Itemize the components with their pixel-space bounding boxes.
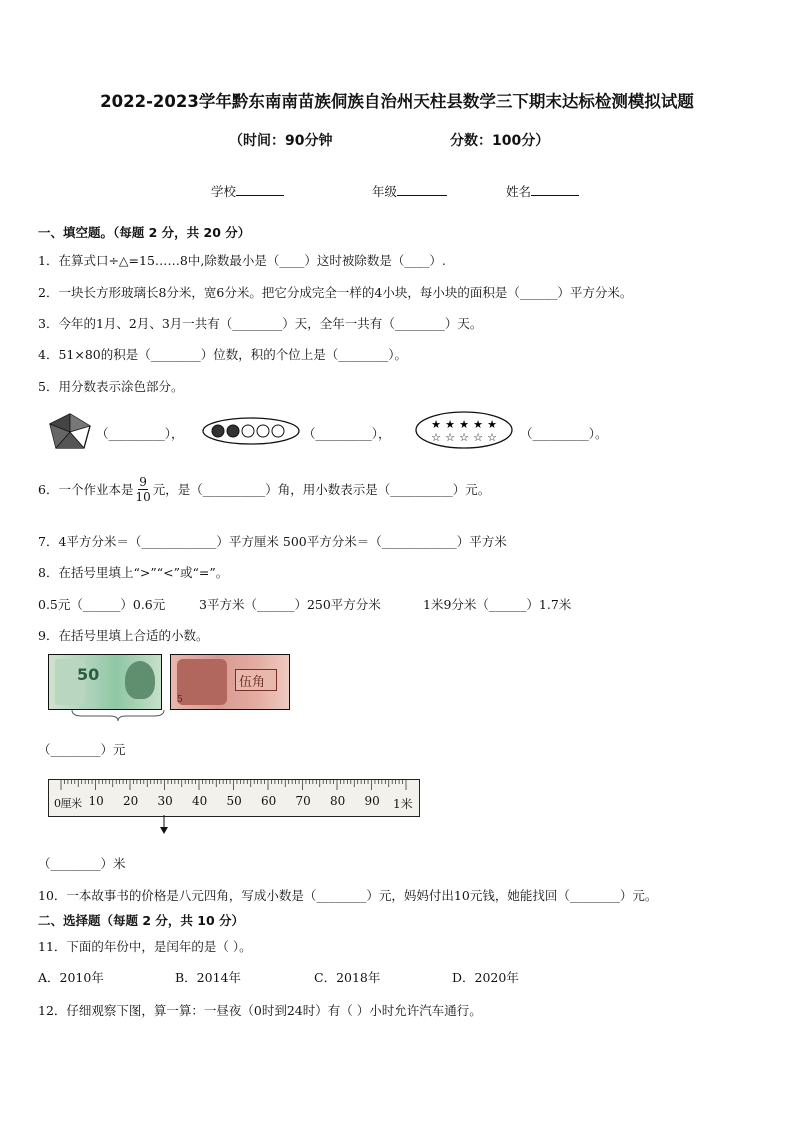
ruler-label: 50 [226, 794, 242, 808]
q11-option-c[interactable]: C．2018年 [314, 970, 381, 985]
svg-text:☆: ☆ [459, 431, 469, 444]
q5-blank-1[interactable]: （_________）， [96, 426, 184, 441]
fraction-nine-tenths [135, 476, 150, 503]
svg-text:★: ★ [459, 418, 469, 431]
question-8: 8．在括号里填上“>”“<”或“=”。 [38, 565, 229, 580]
question-5: 5．用分数表示涂色部分。 [38, 379, 184, 394]
portrait-image [125, 661, 155, 699]
q11-option-a[interactable]: A．2010年 [38, 970, 104, 985]
arrow-down-icon [159, 815, 169, 835]
fraction-denominator: 10 [135, 489, 151, 504]
question-11: 11．下面的年份中，是闰年的是（ ）。 [38, 939, 252, 954]
q8-item-1: 0.5元（______）0.6元 [38, 597, 166, 612]
svg-text:☆: ☆ [431, 431, 441, 444]
svg-text:★: ★ [431, 418, 441, 431]
q6-suffix: 元，是（__________）角，用小数表示是（__________）元。 [152, 482, 491, 497]
svg-text:★: ★ [473, 418, 483, 431]
circles-oval-figure [201, 416, 301, 446]
question-7: 7．4平方分米＝（____________）平方厘米 500平方分米＝（____________）平方米 [38, 534, 507, 549]
question-6 [38, 470, 490, 508]
svg-text:☆: ☆ [473, 431, 483, 444]
grade-label: 年级 [372, 184, 398, 199]
q9-money-blank[interactable]: （________）元 [38, 742, 126, 757]
school-field[interactable] [211, 181, 284, 200]
banknote-5-jiao [170, 654, 290, 710]
school-label: 学校 [211, 184, 237, 199]
page-title: 2022-2023学年黔东南南苗族侗族自治州天柱县数学三下期末达标检测模拟试题 [100, 92, 694, 111]
svg-text:★: ★ [487, 418, 497, 431]
ruler-label: 10 [88, 794, 104, 808]
grade-field[interactable] [372, 181, 447, 200]
people-image [177, 659, 227, 705]
grade-line [397, 181, 447, 196]
name-field[interactable] [506, 181, 579, 200]
exam-score: 分数：100分） [450, 133, 550, 149]
question-3: 3．今年的1月、2月、3月一共有（________）天，全年一共有（________）天。 [38, 316, 483, 331]
note-value-50: 50 [77, 665, 100, 684]
section-choice: 二、选择题（每题 2 分，共 10 分） [38, 913, 245, 928]
stars-oval-figure [414, 410, 514, 450]
name-label: 姓名 [506, 184, 532, 199]
ruler-label: 90 [364, 794, 380, 808]
question-9: 9．在括号里填上合适的小数。 [38, 628, 209, 643]
q9-ruler-blank[interactable]: （________）米 [38, 856, 126, 871]
name-line [531, 181, 579, 196]
q5-blank-3[interactable]: （_________）。 [520, 426, 608, 441]
ruler-label: 80 [330, 794, 346, 808]
ruler-end-label: 1米 [393, 797, 413, 811]
question-4: 4．51×80的积是（________）位数，积的个位上是（________）。 [38, 347, 407, 362]
ruler-label: 60 [261, 794, 277, 808]
fraction-numerator: 9 [139, 474, 147, 489]
svg-text:☆: ☆ [487, 431, 497, 444]
pentagon-shaded-figure [44, 410, 96, 452]
q6-prefix: 6．一个作业本是 [38, 482, 134, 497]
school-line [236, 181, 284, 196]
ruler-start-label: 0厘米 [54, 797, 82, 810]
ruler-label: 70 [295, 794, 311, 808]
q8-item-2: 3平方米（______）250平方分米 [199, 597, 381, 612]
section-fill-blank: 一、填空题。（每题 2 分，共 20 分） [38, 225, 251, 240]
question-2: 2．一块长方形玻璃长8分米，宽6分米。把它分成完全一样的4小块，每小块的面积是（______）平方分米。 [38, 285, 633, 300]
exam-time: （时间：90分钟 [229, 133, 333, 149]
note-value-wujiao: 伍角 [239, 675, 266, 690]
brace-icon [70, 708, 166, 722]
svg-text:☆: ☆ [445, 431, 455, 444]
svg-text:★: ★ [445, 418, 455, 431]
question-12: 12．仔细观察下图，算一算：一昼夜（0时到24时）有（ ）小时允许汽车通行。 [38, 1003, 482, 1018]
ruler-label: 40 [192, 794, 208, 808]
q8-item-3: 1米9分米（______）1.7米 [423, 597, 572, 612]
question-10: 10．一本故事书的价格是八元四角，写成小数是（________）元，妈妈付出10元钱，她能找回（________）元。 [38, 888, 658, 903]
ruler-label: 20 [123, 794, 139, 808]
q5-blank-2[interactable]: （_________）， [303, 426, 391, 441]
note-value-5: 5 [177, 695, 183, 705]
question-1: 1．在算式口÷△=15……8中,除数最小是（____）这时被除数是（____）. [38, 253, 446, 268]
banknote-50-yuan [48, 654, 162, 710]
ruler-label: 30 [157, 794, 173, 808]
q11-option-d[interactable]: D．2020年 [452, 970, 519, 985]
meter-ruler [48, 779, 420, 817]
q11-option-b[interactable]: B．2014年 [175, 970, 241, 985]
